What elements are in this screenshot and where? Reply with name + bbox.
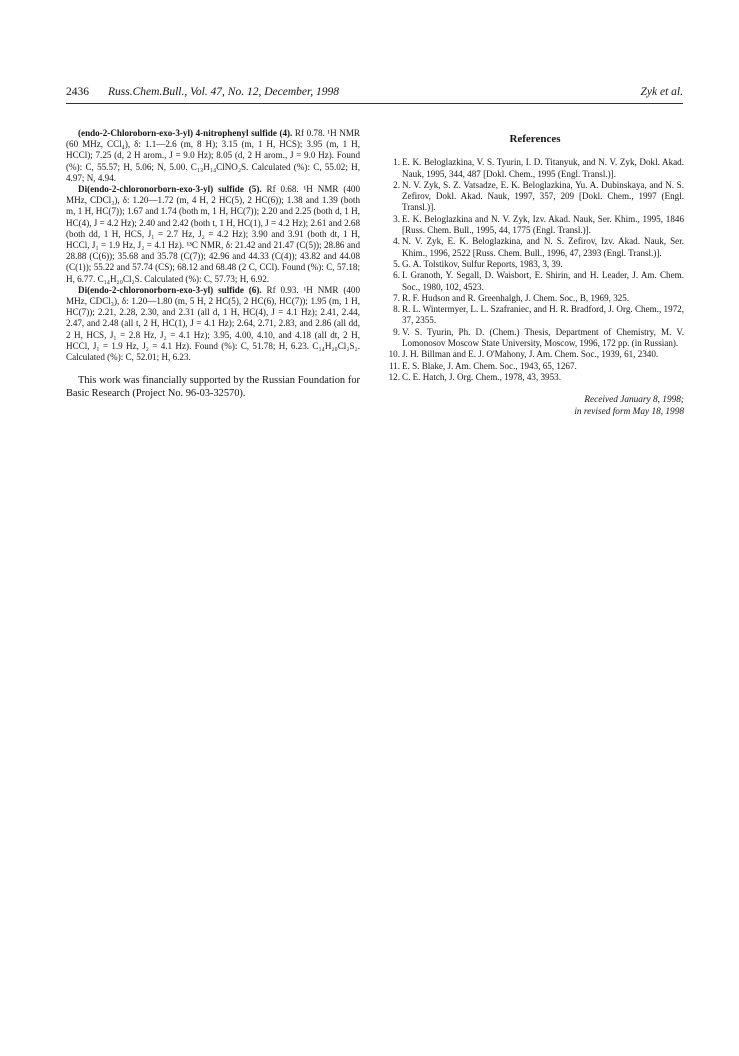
- reference-number: 7.: [393, 292, 400, 303]
- revised-date: in revised form May 18, 1998: [574, 406, 684, 417]
- reference-item: [386, 293, 684, 304]
- reference-item: [386, 372, 684, 383]
- reference-number: 2.: [393, 179, 400, 190]
- reference-text: G. A. Tolstikov, Sulfur Reports, 1983, 3, 39.: [402, 258, 563, 269]
- header-rule: [66, 103, 683, 104]
- reference-item: [386, 270, 684, 293]
- compound-data: Rf 0.68. ¹H NMR (400 MHz, CDCl₃), δ: 1.20—1.72 (m, 4 H, 2 HC(5), 2 HC(6)); 1.38 and 1.39 (both m, 1 H, HC(7)); 1.67 and 1.74 (both m, 1 H, HC(7)); 2.20 and 2.25 (both d, 1 H, HC(4), J = 4.2 Hz); 2.40 and 2.42 (both t, 1 H, HC(1), J = 4.2 Hz); 2.61 and 2.68 (both dd, 1 H, HCS, J₁ = 2.7 Hz, J₂ = 4.2 Hz); 3.90 and 3.91 (both dt, 1 H, HCCl, J₁ = 1.9 Hz, J₂ = 4.1 Hz). ¹³C NMR, δ: 21.42 and 21.47 (C(5)); 28.86 and 28.88 (C(6)); 35.68 and 35.78 (C(7)); 42.96 and 44.33 (C(4)); 43.82 and 44.08 (C(1)); 55.22 and 57.74 (CS); 68.12 and 68.48 (2 C, CCl). Found (%): C, 57.18; H, 6.77. C₁₄H₂₀Cl₂S. Calculated (%): C, 57.73; H, 6.92.: [66, 184, 360, 284]
- reference-item: [386, 157, 684, 180]
- experimental-column: [66, 128, 360, 400]
- received-dates: [386, 395, 684, 418]
- acknowledgement: This work was financially supported by the Russian Foundation for Basic Research (Project No. 96-03-32570).: [66, 375, 360, 399]
- compound-entry-6: [66, 285, 360, 363]
- journal-citation: Russ.Chem.Bull., Vol. 47, No. 12, December, 1998: [108, 86, 339, 98]
- reference-number: 4.: [393, 236, 400, 247]
- compound-data: Rf 0.93. ¹H NMR (400 MHz, CDCl₃), δ: 1.20—1.80 (m, 5 H, 2 HC(5), 2 HC(6), HC(7)); 1.95 (m, 1 H, HC(7)); 2.21, 2.28, 2.30, and 2.31 (all d, 1 H, HC(4), J = 4.1 Hz); 2.41, 2.44, 2.47, and 2.48 (all t, 2 H, HC(1), J = 4.1 Hz); 2.64, 2.71, 2.83, and 2.86 (all dd, 2 H, HCS, J₁ = 2.8 Hz, J₂ = 4.1 Hz); 3.95, 4.00, 4.10, and 4.18 (all dt, 2 H, HCCl, J₁ = 1.9 Hz, J₂ = 4.1 Hz). Found (%): C, 51.78; H, 6.23. C₁₄H₂₀Cl₂S₂. Calculated (%): C, 52.01; H, 6.23.: [66, 284, 360, 363]
- reference-text: J. H. Billman and E. J. O'Mahony, J. Am. Chem. Soc., 1939, 61, 2340.: [402, 349, 659, 360]
- reference-text: C. E. Hatch, J. Org. Chem., 1978, 43, 3953.: [402, 371, 561, 382]
- compound-title: Di(endo-2-chloronorborn-exo-3-yl) sulfide (5).: [78, 184, 262, 195]
- references-column: [386, 128, 684, 418]
- reference-item: [386, 214, 684, 237]
- reference-text: E. S. Blake, J. Am. Chem. Soc., 1943, 65, 1267.: [402, 360, 577, 371]
- compound-data: Rf 0.78. ¹H NMR (60 MHz, CCl₄), δ: 1.1—2.6 (m, 8 H); 3.15 (m, 1 H, HCS); 3.95 (m, 1 H, HCCl); 7.25 (d, 2 H arom., J = 9.0 Hz); 8.05 (d, 2 H arom., J = 9.0 Hz). Found (%): C, 55.57; H, 5.06; N, 5.00. C₁₃H₁₄ClNO₂S. Calculated (%): C, 55.02; H, 4.97; N, 4.94.: [66, 128, 360, 183]
- reference-number: 5.: [393, 258, 400, 269]
- reference-item: [386, 327, 684, 350]
- reference-text: V. S. Tyurin, Ph. D. (Chem.) Thesis, Department of Chemistry, M. V. Lomonosov Moscow State University, Moscow, 1996, 172 pp. (in Russian).: [402, 326, 684, 349]
- reference-item: [386, 304, 684, 327]
- reference-number: 6.: [393, 270, 400, 281]
- reference-number: 8.: [393, 304, 400, 315]
- running-authors: Zyk et al.: [640, 86, 683, 98]
- reference-number: 12.: [388, 371, 400, 382]
- reference-item: [386, 236, 684, 259]
- reference-text: R. L. Wintermyer, L. L. Szafraniec, and H. R. Bradford, J. Org. Chem., 1972, 37, 2355.: [402, 304, 684, 326]
- page-number: 2436: [66, 86, 89, 98]
- reference-text: E. K. Beloglazkina, V. S. Tyurin, I. D. Titanyuk, and N. V. Zyk, Dokl. Akad. Nauk, 1995, 344, 487 [Dokl. Chem., 1995 (Engl. Transl.)].: [402, 157, 684, 179]
- compound-title: Di(endo-2-chloronorborn-exo-3-yl) sulfide (6).: [78, 284, 262, 295]
- reference-text: N. V. Zyk, E. K. Beloglazkina, and N. S. Zefirov, Izv. Akad. Nauk, Ser. Khim., 1996, 2522 [Russ. Chem. Bull., 1996, 47, 2393 (Engl. Transl.)].: [402, 236, 684, 258]
- reference-number: 9.: [393, 326, 400, 337]
- reference-text: N. V. Zyk, S. Z. Vatsadze, E. K. Beloglazkina, Yu. A. Dubinskaya, and N. S. Zefirov, Dokl. Akad. Nauk, 1997, 357, 209 [Dokl. Chem., 1997 (Engl. Transl.)].: [402, 179, 684, 213]
- references-heading: References: [509, 133, 561, 145]
- reference-item: [386, 180, 684, 214]
- reference-item: [386, 361, 684, 372]
- reference-item: [386, 349, 684, 360]
- compound-entry-5: [66, 184, 360, 285]
- running-header: [66, 86, 683, 102]
- compound-entry-4: [66, 128, 360, 184]
- reference-number: 3.: [393, 213, 400, 224]
- reference-item: [386, 259, 684, 270]
- reference-text: R. F. Hudson and R. Greenhalgh, J. Chem. Soc., B, 1969, 325.: [402, 292, 630, 303]
- reference-number: 11.: [388, 360, 400, 371]
- compound-title: (endo-2-Chloroborn-exo-3-yl) 4-nitrophenyl sulfide (4).: [78, 128, 293, 138]
- reference-number: 1.: [393, 157, 400, 168]
- reference-number: 10.: [388, 349, 400, 360]
- reference-text: E. K. Beloglazkina and N. V. Zyk, Izv. Akad. Nauk, Ser. Khim., 1995, 1846 [Russ. Chem. Bull., 1995, 44, 1775 (Engl. Transl.)].: [402, 213, 684, 236]
- received-date: Received January 8, 1998;: [584, 395, 684, 406]
- reference-text: I. Granoth, Y. Segall, D. Waisbort, E. Shirin, and H. Leader, J. Am. Chem. Soc., 1980, 102, 4523.: [402, 270, 684, 292]
